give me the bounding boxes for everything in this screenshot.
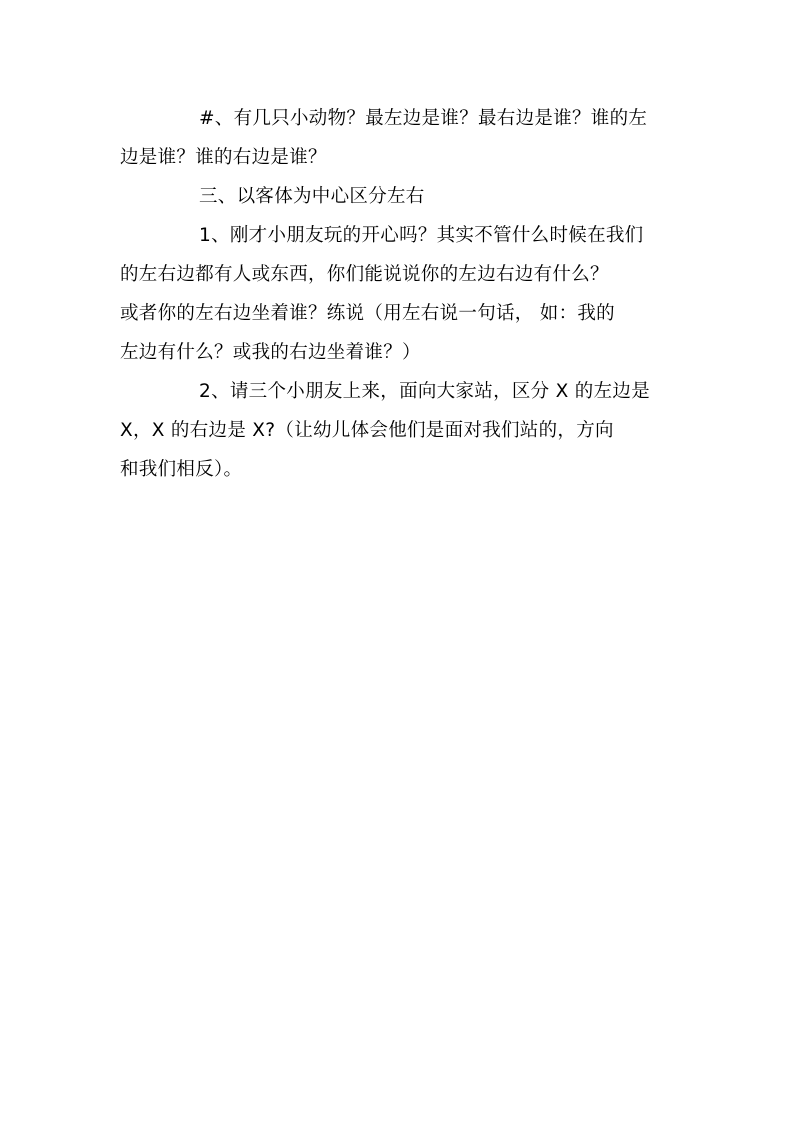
document-body [120, 99, 688, 489]
paragraph-line: X，X 的右边是 X?（让幼儿体会他们是面对我们站的，方向 [120, 420, 614, 441]
paragraph-item-2 [120, 372, 688, 489]
paragraph-line: 和我们相反）。 [120, 459, 243, 480]
paragraph-line: 边是谁？谁的右边是谁？ [120, 147, 327, 168]
paragraph-item-1 [120, 216, 688, 372]
paragraph-line: 的左右边都有人或东西，你们能说说你的左边右边有什么？ [120, 264, 609, 285]
paragraph-line: 2、请三个小朋友上来，面向大家站，区分 X 的左边是 [199, 381, 651, 402]
paragraph-line: 1、刚才小朋友玩的开心吗？其实不管什么时候在我们 [199, 225, 644, 246]
paragraph-line: 或者你的左右边坐着谁？练说（用左右说一句话， 如：我的 [120, 303, 615, 324]
section-heading-text: 三、以客体为中心区分左右 [199, 186, 425, 207]
paragraph-line: 左边有什么？或我的右边坐着谁？） [120, 342, 421, 363]
paragraph-animals-question [120, 99, 688, 177]
section-heading-3 [120, 177, 688, 216]
paragraph-line: #、有几只小动物？最左边是谁？最右边是谁？谁的左 [199, 108, 648, 129]
